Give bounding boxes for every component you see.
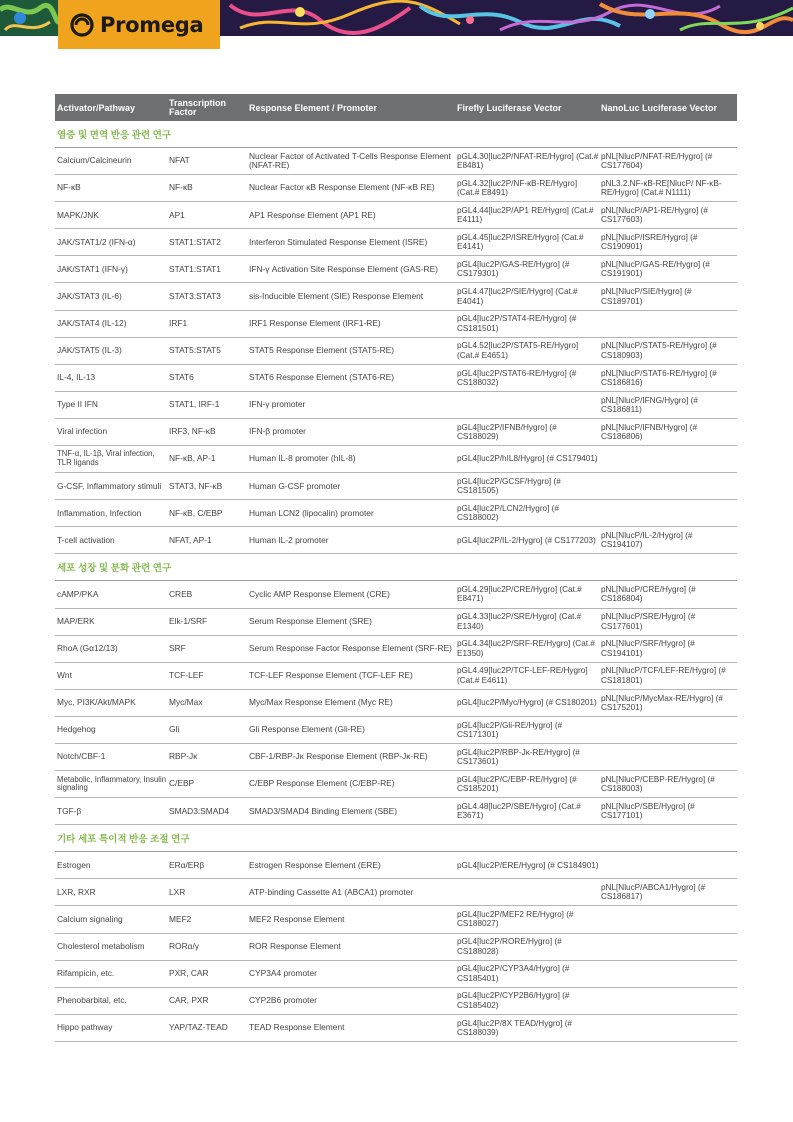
response-element-cell: Human IL-2 promoter — [249, 534, 329, 545]
response-element-cell: Gli Response Element (Gli-RE) — [249, 724, 365, 735]
transcription-factor-cell: CAR, PXR — [169, 995, 209, 1006]
table-row — [55, 365, 737, 392]
activator-cell: Hedgehog — [57, 724, 96, 735]
activator-cell: RhoA (Gα12/13) — [57, 642, 118, 653]
transcription-factor-cell: AP1 — [169, 209, 185, 220]
response-element-cell: TEAD Response Element — [249, 1022, 345, 1033]
table-row — [55, 283, 737, 310]
table-row — [55, 961, 737, 988]
table-row — [55, 852, 737, 879]
activator-cell: JAK/STAT4 (IL-12) — [57, 317, 127, 328]
activator-cell: MAPK/JNK — [57, 209, 99, 220]
activator-cell: Myc, PI3K/Akt/MAPK — [57, 697, 136, 708]
table-row — [55, 636, 737, 663]
response-element-cell: STAT6 Response Element (STAT6-RE) — [249, 372, 395, 383]
response-element-cell: Human LCN2 (lipocalin) promoter — [249, 507, 374, 518]
promega-logo-icon — [70, 13, 94, 37]
activator-cell: Wnt — [57, 670, 72, 681]
table-row — [55, 609, 737, 636]
table-row — [55, 1015, 737, 1042]
firefly-vector-cell: pGL4[luc2P/8X TEAD/Hygro] (# CS188039) — [457, 1018, 572, 1037]
response-element-table — [55, 94, 737, 1042]
table-row — [55, 527, 737, 554]
activator-cell: Type II IFN — [57, 399, 98, 410]
table-row — [55, 988, 737, 1015]
firefly-vector-cell: pGL4[luc2P/MEF2 RE/Hygro] (# CS188027) — [457, 910, 574, 929]
firefly-vector-cell: pGL4[luc2P/GCSF/Hygro] (# CS181505) — [457, 476, 561, 496]
response-element-cell: AP1 Response Element (AP1 RE) — [249, 209, 376, 220]
firefly-vector-cell: pGL4.32[luc2P/NF-κB-RE/Hygro] (Cat.# E8491) — [457, 178, 578, 198]
table-row — [55, 229, 737, 256]
response-element-cell: Estrogen Response Element (ERE) — [249, 859, 381, 870]
table-row — [55, 256, 737, 283]
header-nanoluc-vector: NanoLuc Luciferase Vector — [601, 102, 718, 113]
transcription-factor-cell: NF-κB, AP-1 — [169, 453, 216, 464]
transcription-factor-cell: RORα/γ — [169, 940, 199, 951]
header-activator: Activator/Pathway — [57, 102, 136, 113]
activator-cell: JAK/STAT1/2 (IFN-α) — [57, 236, 136, 247]
firefly-vector-cell: pGL4.34[luc2P/SRF-RE/Hygro] (Cat.# E1350) — [457, 639, 595, 658]
activator-cell: MAP/ERK — [57, 615, 95, 626]
activator-cell: Estrogen — [57, 859, 91, 870]
transcription-factor-cell: NFAT — [169, 155, 190, 166]
transcription-factor-cell: SMAD3:SMAD4 — [169, 805, 230, 816]
table-row — [55, 311, 737, 338]
table-row — [55, 500, 737, 527]
firefly-vector-cell: pGL4[luc2P/GAS-RE/Hygro] (# CS179301) — [457, 260, 570, 279]
response-element-cell: IFN-β promoter — [249, 426, 306, 437]
table-row — [55, 175, 737, 202]
response-element-cell: Serum Response Factor Response Element (SRF-RE) — [249, 642, 452, 653]
table-row — [55, 446, 737, 473]
response-element-cell: ATP-binding Cassette A1 (ABCA1) promoter — [249, 886, 414, 897]
firefly-vector-cell: pGL4[luc2P/CYP2B6/Hygro] (# CS185402) — [457, 991, 570, 1010]
transcription-factor-cell: MEF2 — [169, 913, 192, 924]
nanoluc-vector-cell: pNL[NlucP/GAS-RE/Hygro] (# CS191901) — [601, 260, 710, 279]
transcription-factor-cell: IRF3, NF-κB — [169, 426, 216, 437]
nanoluc-vector-cell: pNL[NlucP/CEBP-RE/Hygro] (# CS188003) — [601, 774, 715, 794]
response-element-cell: sis-Inducible Element (SIE) Response Element — [249, 290, 424, 301]
firefly-vector-cell: pGL4.52[luc2P/STAT5-RE/Hygro] (Cat.# E4651) — [457, 341, 579, 360]
response-element-cell: IFN-γ Activation Site Response Element (GAS-RE) — [249, 263, 438, 274]
firefly-vector-cell: pGL4.30[luc2P/NFAT-RE/Hygro] (Cat.# E8481) — [457, 151, 599, 171]
response-element-cell: Myc/Max Response Element (Myc RE) — [249, 697, 393, 708]
nanoluc-vector-cell: pNL[NlucP/TCF/LEF-RE/Hygro] (# CS181801) — [601, 666, 726, 685]
activator-cell: LXR, RXR — [57, 886, 96, 897]
activator-cell: Phenobarbital, etc. — [57, 995, 127, 1006]
logo-wordmark: Promega — [100, 12, 204, 37]
nanoluc-vector-cell: pNL[NlucP/SBE/Hygro] (# CS177101) — [601, 801, 695, 821]
response-element-cell: CBF-1/RBP-Jκ Response Element (RBP-Jκ-RE) — [249, 751, 428, 762]
firefly-vector-cell: pGL4.33[luc2P/SRE/Hygro] (Cat.# E1340) — [457, 612, 582, 631]
nanoluc-vector-cell: pNL[NlucP/CRE/Hygro] (# CS186804) — [601, 585, 696, 604]
firefly-vector-cell: pGL4[luc2P/ERE/Hygro] (# CS184901) — [457, 860, 599, 870]
transcription-factor-cell: STAT3, NF-κB — [169, 480, 223, 491]
transcription-factor-cell: NF-κB — [169, 182, 193, 193]
activator-cell: TNF-α, IL-1β, Viral infection, TLR ligands — [57, 449, 155, 468]
nanoluc-vector-cell: pNL[NlucP/IFNB/Hygro] (# CS186806) — [601, 422, 698, 441]
response-element-cell: Serum Response Element (SRE) — [249, 615, 372, 626]
nanoluc-vector-cell: pNL[NlucP/NFAT-RE/Hygro] (# CS177604) — [601, 151, 713, 171]
nanoluc-vector-cell: pNL[NlucP/SIE/Hygro] (# CS189701) — [601, 287, 692, 306]
nanoluc-vector-cell: pNL[NlucP/SRE/Hygro] (# CS177601) — [601, 612, 696, 631]
table-row — [55, 392, 737, 419]
response-element-cell: Cyclic AMP Response Element (CRE) — [249, 588, 390, 599]
activator-cell: JAK/STAT1 (IFN-γ) — [57, 263, 128, 274]
nanoluc-vector-cell: pNL3.2.NF-κB-RE[NlucP/ NF-κB-RE/Hygro] (Cat.# N1111) — [601, 178, 722, 198]
transcription-factor-cell: IRF1 — [169, 317, 188, 328]
transcription-factor-cell: TCF-LEF — [169, 670, 204, 681]
transcription-factor-cell: LXR — [169, 886, 186, 897]
firefly-vector-cell: pGL4[luc2P/Gli-RE/Hygro] (# CS171301) — [457, 720, 563, 739]
response-element-cell: IRF1 Response Element (IRF1-RE) — [249, 317, 381, 328]
response-element-cell: TCF-LEF Response Element (TCF-LEF RE) — [249, 670, 413, 681]
firefly-vector-cell: pGL4.45[luc2P/ISRE/Hygro] (Cat.# E4141) — [457, 233, 584, 252]
activator-cell: Hippo pathway — [57, 1022, 113, 1033]
firefly-vector-cell: pGL4[luc2P/Myc/Hygro] (# CS180201) — [457, 698, 597, 708]
activator-cell: Metabolic, Inflammatory, Insulin signaling — [57, 774, 167, 793]
firefly-vector-cell: pGL4[luc2P/RBP-Jκ-RE/Hygro] (# CS173601) — [457, 747, 580, 767]
response-element-cell: Human IL-8 promoter (hIL-8) — [249, 453, 356, 464]
firefly-vector-cell: pGL4[luc2P/C/EBP-RE/Hygro] (# CS185201) — [457, 774, 577, 794]
transcription-factor-cell: STAT5:STAT5 — [169, 345, 221, 356]
nanoluc-vector-cell: pNL[NlucP/ABCA1/Hygro] (# CS186817) — [601, 883, 706, 902]
table-row — [55, 934, 737, 961]
activator-cell: cAMP/PKA — [57, 588, 99, 599]
header-response-element: Response Element / Promoter — [249, 102, 378, 113]
activator-cell: G-CSF, Inflammatory stimuli — [57, 480, 162, 491]
table-row — [55, 744, 737, 771]
transcription-factor-cell: STAT1:STAT1 — [169, 263, 221, 274]
activator-cell: Rifampicin, etc. — [57, 968, 115, 979]
firefly-vector-cell: pGL4[luc2P/STAT6-RE/Hygro] (# CS188032) — [457, 368, 577, 387]
transcription-factor-cell: SRF — [169, 642, 186, 653]
nanoluc-vector-cell: pNL[NlucP/MycMax-RE/Hygro] (# CS175201) — [601, 693, 723, 712]
transcription-factor-cell: YAP/TAZ-TEAD — [169, 1022, 228, 1033]
transcription-factor-cell: NFAT, AP-1 — [169, 534, 212, 545]
response-element-cell: Interferon Stimulated Response Element (ISRE) — [249, 236, 428, 247]
table-row — [55, 717, 737, 744]
section-title: 기타 세포 특이적 반응 조절 연구 — [55, 825, 737, 852]
firefly-vector-cell: pGL4[luc2P/CYP3A4/Hygro] (# CS185401) — [457, 964, 570, 983]
firefly-vector-cell: pGL4.44[luc2P/AP1 RE/Hygro] (Cat.# E4111) — [457, 205, 594, 225]
transcription-factor-cell: CREB — [169, 588, 193, 599]
firefly-vector-cell: pGL4.49[luc2P/TCF-LEF-RE/Hygro] (Cat.# E4611) — [457, 666, 588, 685]
nanoluc-vector-cell: pNL[NlucP/SRF/Hygro] (# CS194101) — [601, 639, 695, 658]
response-element-cell: C/EBP Response Element (C/EBP-RE) — [249, 778, 395, 789]
response-element-cell: Nuclear Factor κB Response Element (NF-κB RE) — [249, 182, 435, 193]
activator-cell: Viral infection — [57, 426, 108, 437]
transcription-factor-cell: RBP-Jκ — [169, 751, 198, 762]
transcription-factor-cell: ERα/ERβ — [169, 859, 205, 870]
response-element-cell: MEF2 Response Element — [249, 913, 345, 924]
firefly-vector-cell: pGL4[luc2P/RORE/Hygro] (# CS188028) — [457, 937, 562, 956]
activator-cell: T-cell activation — [57, 534, 115, 545]
response-element-cell: Human G-CSF promoter — [249, 480, 341, 491]
table-row — [55, 581, 737, 608]
table-row — [55, 419, 737, 446]
activator-cell: JAK/STAT5 (IL-3) — [57, 345, 122, 356]
transcription-factor-cell: NF-κB, C/EBP — [169, 507, 223, 518]
table-row — [55, 663, 737, 690]
activator-cell: NF-κB — [57, 182, 81, 193]
nanoluc-vector-cell: pNL[NlucP/ISRE/Hygro] (# CS190901) — [601, 233, 698, 252]
response-element-cell: STAT5 Response Element (STAT5-RE) — [249, 345, 395, 356]
response-element-cell: Nuclear Factor of Activated T-Cells Response Element (NFAT-RE) — [249, 150, 451, 171]
transcription-factor-cell: C/EBP — [169, 778, 195, 789]
transcription-factor-cell: PXR, CAR — [169, 968, 209, 979]
firefly-vector-cell: pGL4[luc2P/STAT4-RE/Hygro] (# CS181501) — [457, 314, 577, 333]
section-title: 세포 성장 및 분화 관련 연구 — [55, 554, 737, 581]
table-row — [55, 798, 737, 825]
activator-cell: IL-4, IL-13 — [57, 372, 96, 383]
transcription-factor-cell: Elk-1/SRF — [169, 615, 208, 626]
firefly-vector-cell: pGL4.29[luc2P/CRE/Hygro] (Cat.# E8471) — [457, 585, 582, 604]
table-row — [55, 148, 737, 175]
nanoluc-vector-cell: pNL[NlucP/STAT6-RE/Hygro] (# CS186816) — [601, 368, 717, 387]
firefly-vector-cell: pGL4.48[luc2P/SBE/Hygro] (Cat.# E3671) — [457, 801, 581, 821]
response-element-cell: CYP3A4 promoter — [249, 968, 317, 979]
nanoluc-vector-cell: pNL[NlucP/STAT5-RE/Hygro] (# CS180903) — [601, 341, 717, 360]
response-element-cell: ROR Response Element — [249, 940, 341, 951]
response-element-cell: SMAD3/SMAD4 Binding Element (SBE) — [249, 805, 398, 816]
table-row — [55, 879, 737, 906]
header-transcription-factor: Transcription Factor — [169, 97, 227, 117]
firefly-vector-cell: pGL4[luc2P/IL-2/Hygro] (# CS177203) — [457, 535, 596, 545]
transcription-factor-cell: STAT1, IRF-1 — [169, 399, 220, 410]
transcription-factor-cell: STAT6 — [169, 372, 194, 383]
transcription-factor-cell: STAT3:STAT3 — [169, 290, 221, 301]
logo — [58, 0, 220, 49]
activator-cell: JAK/STAT3 (IL-6) — [57, 290, 122, 301]
activator-cell: TGF-β — [57, 805, 82, 816]
activator-cell: Cholesterol metabolism — [57, 940, 145, 951]
transcription-factor-cell: Gli — [169, 724, 180, 735]
table-row — [55, 202, 737, 229]
section-title: 염증 및 면역 반응 관련 연구 — [55, 121, 737, 148]
firefly-vector-cell: pGL4.47[luc2P/SIE/Hygro] (Cat.# E4041) — [457, 287, 578, 306]
activator-cell: Calcium/Calcineurin — [57, 155, 132, 166]
nanoluc-vector-cell: pNL[NlucP/IFNG/Hygro] (# CS186811) — [601, 395, 698, 414]
table-header — [55, 94, 737, 121]
firefly-vector-cell: pGL4[luc2P/LCN2/Hygro] (# CS188002) — [457, 503, 559, 523]
activator-cell: Calcium signaling — [57, 913, 123, 924]
table-row — [55, 906, 737, 933]
firefly-vector-cell: pGL4[luc2P/hIL8/Hygro] (# CS179401) — [457, 454, 598, 464]
activator-cell: Notch/CBF-1 — [57, 751, 106, 762]
response-element-cell: IFN-γ promoter — [249, 399, 306, 410]
table-row — [55, 473, 737, 500]
table-row — [55, 690, 737, 717]
response-element-cell: CYP2B6 promoter — [249, 995, 317, 1006]
transcription-factor-cell: Myc/Max — [169, 697, 203, 708]
firefly-vector-cell: pGL4[luc2P/IFNB/Hygro] (# CS188029) — [457, 422, 557, 441]
table-row — [55, 771, 737, 798]
activator-cell: Inflammation, Infection — [57, 507, 142, 518]
nanoluc-vector-cell: pNL[NlucP/IL-2/Hygro] (# CS194107) — [601, 531, 693, 550]
nanoluc-vector-cell: pNL[NlucP/AP1-RE/Hygro] (# CS177603) — [601, 205, 708, 225]
table-row — [55, 338, 737, 365]
header-firefly-vector: Firefly Luciferase Vector — [457, 102, 562, 113]
transcription-factor-cell: STAT1:STAT2 — [169, 236, 221, 247]
